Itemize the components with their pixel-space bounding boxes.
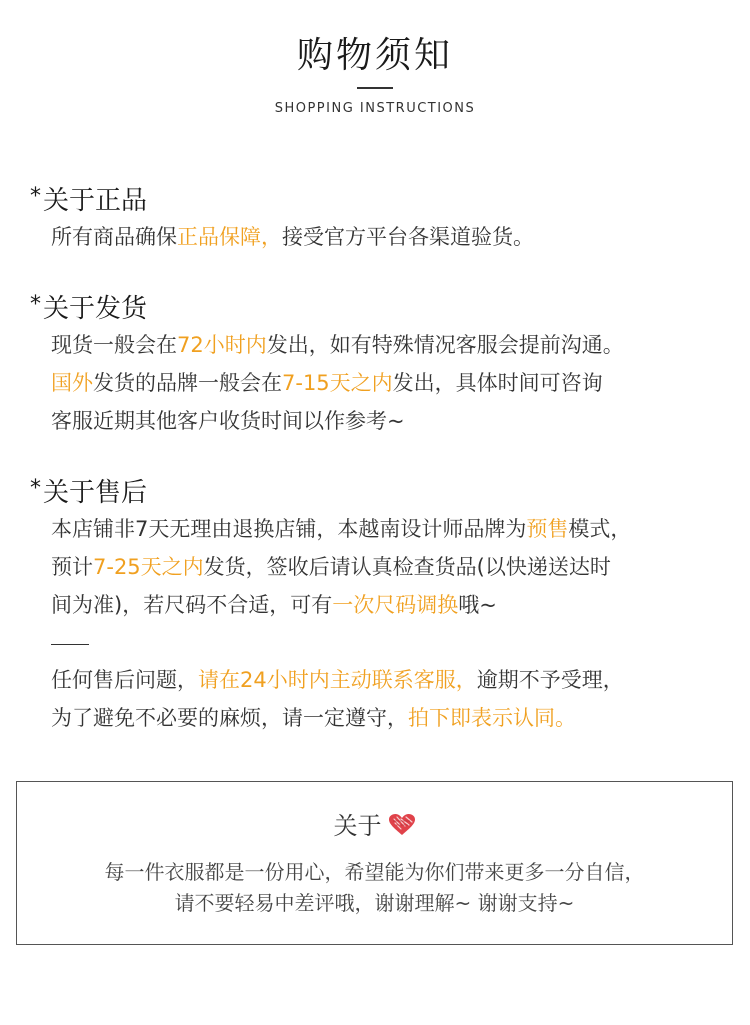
text-line xyxy=(51,510,730,548)
text-segment: 模式， xyxy=(568,517,632,541)
highlight-text: 7-25天之内 xyxy=(93,555,204,579)
highlight-text: 72小时内 xyxy=(177,333,267,357)
text-segment: 哦~ xyxy=(458,593,497,617)
section-body xyxy=(51,218,730,256)
text-line xyxy=(51,699,730,737)
highlight-text: 正品保障， xyxy=(177,225,282,249)
asterisk-mark: * xyxy=(30,292,41,317)
text-line xyxy=(51,402,730,440)
section-shipping xyxy=(30,288,730,440)
asterisk-mark: * xyxy=(30,184,41,209)
text-line xyxy=(51,548,730,586)
about-title xyxy=(17,810,732,845)
highlight-text: 一次尺码调换 xyxy=(332,593,459,617)
page-title: 购物须知 xyxy=(296,35,453,76)
short-divider xyxy=(51,644,89,645)
text-line xyxy=(51,364,730,402)
about-text-line: 每一件衣服都是一份用心，希望能为你们带来更多一分自信， xyxy=(104,860,645,884)
text-segment: 发货，签收后请认真检查货品(以快递送达时 xyxy=(203,555,611,579)
text-segment: 现货一般会在 xyxy=(51,333,177,357)
section-after-sales xyxy=(30,472,730,737)
page-subtitle: SHOPPING INSTRUCTIONS xyxy=(274,101,476,116)
page-header xyxy=(0,34,750,118)
section-heading-label: 关于发货 xyxy=(43,294,148,324)
text-segment: 发出，如有特殊情况客服会提前沟通。 xyxy=(266,333,624,357)
section-heading-label: 关于售后 xyxy=(43,478,148,508)
section-body-notice xyxy=(51,661,730,737)
highlight-text: 预售 xyxy=(526,517,569,541)
text-segment: 本店铺非7天无理由退换店铺，本越南设计师品牌为 xyxy=(51,517,527,541)
text-segment: 客服近期其他客户收货时间以作参考~ xyxy=(51,409,405,433)
text-segment: 为了避免不必要的麻烦，请一定遵守， xyxy=(51,706,408,730)
section-heading-label: 关于正品 xyxy=(43,186,148,216)
highlight-text: 请在24小时内主动联系客服， xyxy=(198,668,477,692)
highlight-text: 拍下即表示认同。 xyxy=(408,706,576,730)
section-body xyxy=(51,510,730,624)
section-heading xyxy=(30,180,730,218)
about-box xyxy=(16,781,733,945)
section-heading xyxy=(30,288,730,326)
text-line xyxy=(51,661,730,699)
text-segment: 逾期不予受理， xyxy=(476,668,624,692)
text-line xyxy=(51,326,730,364)
section-heading xyxy=(30,472,730,510)
title-divider xyxy=(357,87,393,89)
text-segment: 任何售后问题， xyxy=(51,668,198,692)
section-body xyxy=(51,326,730,440)
text-segment: 所有商品确保 xyxy=(51,225,177,249)
highlight-text: 7-15天之内 xyxy=(282,371,393,395)
heart-icon xyxy=(388,813,416,845)
text-segment: 接受官方平台各渠道验货。 xyxy=(282,225,534,249)
text-segment: 预计 xyxy=(51,555,93,579)
asterisk-mark: * xyxy=(30,476,41,501)
text-line xyxy=(51,586,730,624)
text-segment: 发出，具体时间可咨询 xyxy=(392,371,603,395)
about-text-line: 请不要轻易中差评哦，谢谢理解~ 谢谢支持~ xyxy=(174,891,575,915)
text-segment: 发货的品牌一般会在 xyxy=(93,371,282,395)
text-line xyxy=(51,218,730,256)
section-authentic xyxy=(30,180,730,256)
text-segment: 间为准)，若尺码不合适，可有 xyxy=(51,593,333,617)
highlight-text: 国外 xyxy=(51,371,93,395)
about-title-label: 关于 xyxy=(333,812,382,840)
